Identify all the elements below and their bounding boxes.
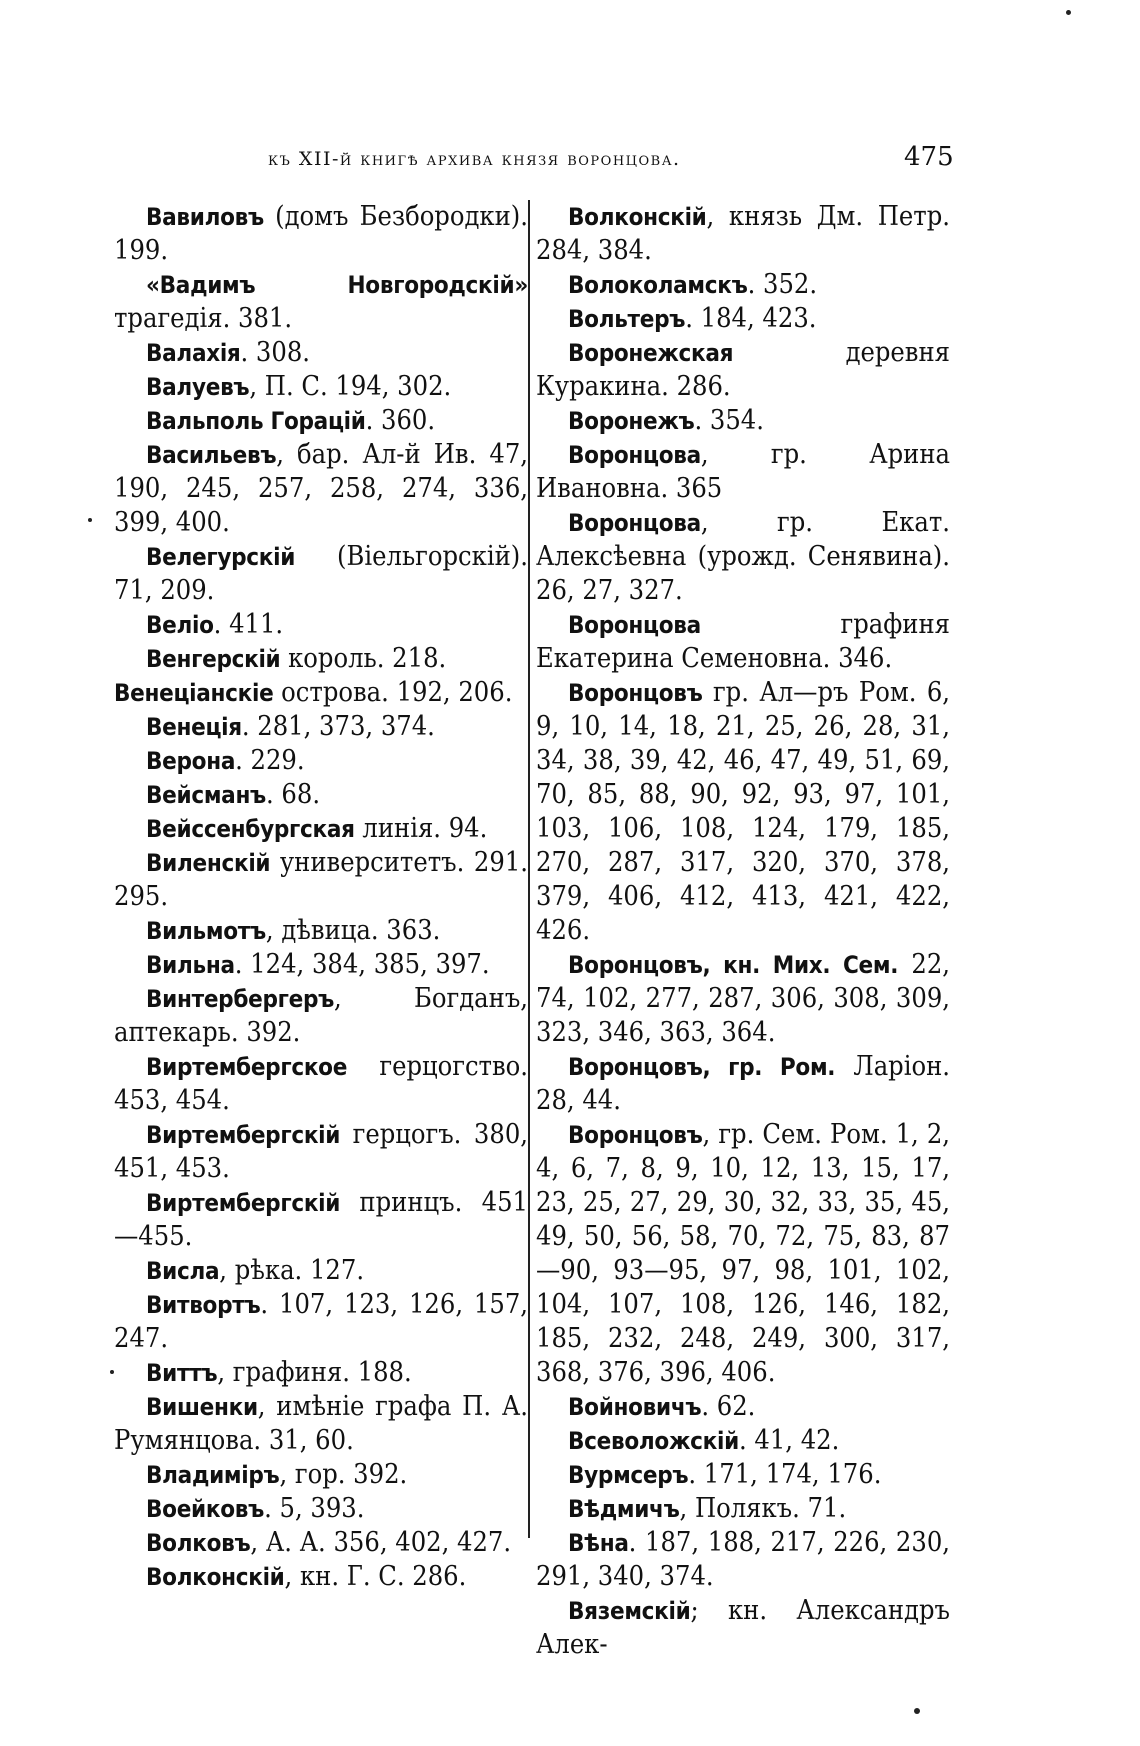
index-entry: [114, 608, 528, 642]
entry-headword: Вяземскій: [568, 1597, 691, 1625]
entry-references: , гр. Екат. Алексѣевна (урожд. Сенявина). 26, 27, 327.: [536, 507, 950, 606]
index-entry: [114, 1492, 528, 1526]
index-entry: [114, 1458, 528, 1492]
left-column: [114, 200, 528, 1594]
index-entry: [536, 948, 950, 1050]
index-entry: [536, 336, 950, 404]
index-entry: [536, 1390, 950, 1424]
page-number: 475: [904, 142, 954, 172]
entry-headword: Вишенки: [146, 1393, 258, 1421]
index-entry: [114, 438, 528, 540]
entry-references: Ларіон. 28, 44.: [536, 1051, 951, 1116]
entry-references: университетъ. 291. 295.: [114, 847, 528, 912]
index-entry: [536, 506, 950, 608]
index-entry: [536, 404, 950, 438]
index-entry: [536, 200, 950, 268]
index-entry: [114, 404, 528, 438]
column-divider: [528, 200, 530, 1538]
print-speck: [1066, 10, 1071, 15]
index-entry: [114, 1560, 528, 1594]
index-entry: [114, 778, 528, 812]
index-entry: [536, 1458, 950, 1492]
index-entry: [536, 268, 950, 302]
entry-headword: Владиміръ: [146, 1461, 280, 1489]
entry-references: . 229.: [235, 745, 305, 776]
entry-headword: Вейссенбургская: [146, 815, 355, 843]
entry-references: , гр. Арина Ивановна. 365: [536, 439, 950, 504]
entry-references: , дѣвица. 363.: [265, 915, 441, 946]
entry-references: , бар. Ал-й Ив. 47, 190, 245, 257, 258, 274, 336, 399, 400.: [114, 439, 528, 538]
index-entry: [114, 540, 528, 608]
index-entry: [114, 948, 528, 982]
entry-headword: Воронцова: [568, 441, 701, 469]
index-entry: [114, 982, 528, 1050]
entry-headword: Валуевъ: [146, 373, 250, 401]
index-entry: [114, 1050, 528, 1118]
entry-headword: Васильевъ: [146, 441, 277, 469]
entry-headword: Вѣна: [568, 1529, 629, 1557]
entry-headword: Вальполь Горацій: [146, 407, 366, 435]
entry-references: . 41, 42.: [738, 1425, 840, 1456]
index-entry: [114, 1288, 528, 1356]
index-entry: [536, 676, 950, 948]
entry-references: принцъ. 451—455.: [114, 1187, 528, 1252]
entry-headword: Волковъ: [146, 1529, 251, 1557]
entry-references: ; кн. Александръ Алек-: [536, 1595, 950, 1660]
entry-references: (домъ Безбородки). 199.: [114, 201, 528, 266]
entry-references: , графиня. 188.: [217, 1357, 412, 1388]
entry-headword: Венгерскій: [146, 645, 281, 673]
index-entry: [114, 1186, 528, 1254]
index-entry: [114, 336, 528, 370]
entry-headword: Войновичъ: [568, 1393, 702, 1421]
index-entry: [114, 812, 528, 846]
entry-references: . 5, 393.: [264, 1493, 365, 1524]
entry-references: . 68.: [266, 779, 321, 810]
entry-headword: Велегурскій: [146, 543, 296, 571]
index-entry: [536, 438, 950, 506]
entry-headword: Висла: [146, 1257, 220, 1285]
entry-headword: Воронцовъ: [568, 679, 703, 707]
entry-references: . 184, 423.: [685, 303, 817, 334]
index-entry: [536, 302, 950, 336]
index-entry: [536, 1118, 950, 1390]
entry-references: герцогъ. 380, 451, 453.: [114, 1119, 528, 1184]
print-speck: [110, 1370, 114, 1374]
entry-headword: Виртембергскій: [146, 1189, 341, 1217]
entry-references: , гр. Сем. Ром. 1, 2, 4, 6, 7, 8, 9, 10, 12, 13, 15, 17, 23, 25, 27, 29, 30, 32, 33, 35, 45, 49, 50, 56, 58, 70, 72, 75, 83, 87—90, 93—95, 97, 98, 101, 102, 104, 107, 108, 126, 146, 182, 185, 232, 248, 249, 300, 317, 368, 376, 396, 406.: [536, 1119, 950, 1388]
entry-references: , рѣка. 127.: [219, 1255, 365, 1286]
entry-references: острова. 192, 206.: [273, 677, 513, 708]
entry-headword: Виттъ: [146, 1359, 218, 1387]
entry-headword: Воронцовъ: [568, 1121, 703, 1149]
index-entry: [114, 200, 528, 268]
entry-references: , князь Дм. Петр. 284, 384.: [536, 201, 950, 266]
running-head: къ XII-й книгѣ архива князя воронцова.: [268, 148, 681, 170]
entry-headword: Волоколамскъ: [568, 271, 748, 299]
entry-references: . 352.: [747, 269, 818, 300]
entry-references: . 171, 174, 176.: [688, 1459, 882, 1490]
entry-references: , гор. 392.: [279, 1459, 408, 1490]
entry-headword: Вавиловъ: [146, 203, 264, 231]
index-entry: [114, 1390, 528, 1458]
entry-headword: Венеціанскіе: [114, 679, 274, 707]
index-entry: [536, 608, 950, 676]
entry-references: (Віельгорскій). 71, 209.: [114, 541, 528, 606]
entry-headword: Вейсманъ: [146, 781, 266, 809]
entry-headword: Воронцова: [568, 611, 701, 639]
index-entry: [114, 370, 528, 404]
entry-references: деревня Куракина. 286.: [536, 337, 950, 402]
index-entry: [536, 1492, 950, 1526]
print-speck: [914, 1708, 920, 1714]
entry-references: . 124, 384, 385, 397.: [234, 949, 490, 980]
entry-references: герцогство. 453, 454.: [114, 1051, 528, 1116]
entry-references: линія. 94.: [354, 813, 488, 844]
index-entry: [114, 914, 528, 948]
entry-references: , Богданъ, аптекарь. 392.: [114, 983, 528, 1048]
entry-headword: Венеція: [146, 713, 242, 741]
entry-headword: Вѣдмичъ: [568, 1495, 680, 1523]
entry-headword: Веліо: [146, 611, 214, 639]
entry-references: . 354.: [694, 405, 764, 436]
entry-references: , Полякъ. 71.: [679, 1493, 847, 1524]
entry-headword: Валахія: [146, 339, 241, 367]
entry-headword: Воронцовъ, гр. Ром.: [568, 1053, 836, 1081]
entry-headword: Вольтеръ: [568, 305, 686, 333]
index-entry: [114, 268, 528, 336]
print-speck: [88, 518, 92, 522]
entry-references: трагедія. 381.: [114, 303, 293, 334]
entry-headword: Воейковъ: [146, 1495, 265, 1523]
index-entry: [114, 744, 528, 778]
index-entry: [114, 642, 528, 676]
entry-headword: Воронцовъ, кн. Мих. Сем.: [568, 951, 899, 979]
index-entry: [114, 710, 528, 744]
entry-references: , имѣніе графа П. А. Румянцова. 31, 60.: [114, 1391, 528, 1456]
entry-references: , П. С. 194, 302.: [249, 371, 452, 402]
entry-headword: Воронежская: [568, 339, 734, 367]
entry-headword: Винтербергеръ: [146, 985, 335, 1013]
index-entry: [114, 676, 528, 710]
index-entry: [114, 1356, 528, 1390]
index-entry: [536, 1594, 950, 1662]
entry-references: . 281, 373, 374.: [241, 711, 435, 742]
entry-headword: Витвортъ: [146, 1291, 261, 1319]
entry-references: гр. Ал—ръ Ром. 6, 9, 10, 14, 18, 21, 25, 26, 28, 31, 34, 38, 39, 42, 46, 47, 49, 51, 69, 70, 85, 88, 90, 92, 93, 97, 101, 103, 106, 108, 124, 179, 185, 270, 287, 317, 320, 370, 378, 379, 406, 412, 413, 421, 422, 426.: [536, 677, 950, 946]
entry-headword: «Вадимъ Новгородскій»: [146, 271, 528, 299]
entry-headword: Воронцова: [568, 509, 701, 537]
entry-headword: Вурмсеръ: [568, 1461, 689, 1489]
entry-headword: Волконскій: [568, 203, 707, 231]
entry-headword: Виртембергское: [146, 1053, 348, 1081]
entry-references: . 411.: [213, 609, 284, 640]
index-entry: [114, 1526, 528, 1560]
entry-headword: Всеволожскій: [568, 1427, 739, 1455]
entry-references: 22, 74, 102, 277, 287, 306, 308, 309, 323, 346, 363, 364.: [536, 949, 951, 1048]
entry-references: . 187, 188, 217, 226, 230, 291, 340, 374.: [536, 1527, 950, 1592]
entry-headword: Виленскій: [146, 849, 271, 877]
entry-references: , кн. Г. С. 286.: [284, 1561, 467, 1592]
entry-references: . 107, 123, 126, 157, 247.: [114, 1289, 528, 1354]
right-column: [536, 200, 950, 1662]
entry-headword: Волконскій: [146, 1563, 285, 1591]
entry-references: , А. А. 356, 402, 427.: [250, 1527, 512, 1558]
entry-headword: Вильна: [146, 951, 235, 979]
entry-references: . 360.: [365, 405, 436, 436]
index-entry: [114, 1118, 528, 1186]
entry-headword: Воронежъ: [568, 407, 695, 435]
entry-headword: Вильмотъ: [146, 917, 266, 945]
entry-headword: Верона: [146, 747, 236, 775]
entry-references: . 308.: [240, 337, 310, 368]
entry-references: графиня Екатерина Семеновна. 346.: [536, 609, 950, 674]
index-entry: [114, 1254, 528, 1288]
index-entry: [114, 846, 528, 914]
index-entry: [536, 1526, 950, 1594]
entry-references: король. 218.: [280, 643, 447, 674]
entry-references: . 62.: [701, 1391, 756, 1422]
index-entry: [536, 1424, 950, 1458]
entry-headword: Виртембергскій: [146, 1121, 341, 1149]
index-entry: [536, 1050, 950, 1118]
